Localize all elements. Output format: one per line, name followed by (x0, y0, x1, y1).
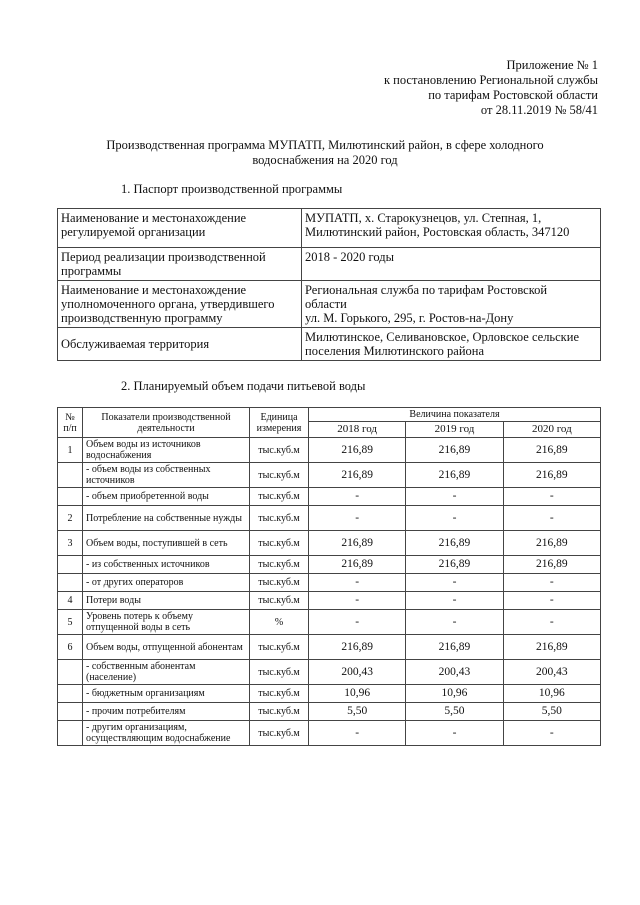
row-value: - (503, 574, 600, 592)
row-unit: тыс.куб.м (250, 531, 309, 556)
row-number: 1 (58, 438, 83, 463)
title-line: Производственная программа МУПАТП, Милютинский район, в сфере холодного (106, 138, 544, 152)
passport-value (302, 328, 601, 361)
table-row (58, 506, 601, 531)
passport-label-line: производственную программу (61, 311, 223, 325)
row-value: 216,89 (503, 463, 600, 488)
row-value: 216,89 (406, 463, 503, 488)
row-value: 216,89 (406, 438, 503, 463)
row-value: 216,89 (309, 556, 406, 574)
row-value: 5,50 (309, 703, 406, 721)
row-number (58, 488, 83, 506)
passport-value-line: Милютинский район, Ростовская область, 347120 (305, 225, 570, 239)
row-number (58, 721, 83, 746)
row-value: - (503, 721, 600, 746)
row-value: 216,89 (309, 463, 406, 488)
passport-row (58, 209, 601, 248)
header-unit: Единица измерения (250, 408, 309, 438)
header-num: № п/п (58, 408, 83, 438)
table-row (58, 574, 601, 592)
row-indicator: - из собственных источников (83, 556, 250, 574)
appendix-line: к постановлению Региональной службы (383, 73, 598, 87)
row-number: 2 (58, 506, 83, 531)
row-value: 216,89 (503, 556, 600, 574)
passport-label-line: регулируемой организации (61, 225, 206, 239)
row-indicator: Объем воды, поступившей в сеть (83, 531, 250, 556)
row-indicator: - объем воды из собственных источников (83, 463, 250, 488)
passport-row (58, 248, 601, 281)
row-number: 5 (58, 610, 83, 635)
appendix-line: от 28.11.2019 № 58/41 (480, 103, 598, 117)
row-number (58, 463, 83, 488)
row-number: 3 (58, 531, 83, 556)
header-indicator: Показатели производственной деятельности (83, 408, 250, 438)
row-value: - (309, 721, 406, 746)
row-value: 10,96 (309, 685, 406, 703)
table-row (58, 660, 601, 685)
passport-row (58, 281, 601, 328)
table-row (58, 592, 601, 610)
passport-value-line: Милютинское, Селивановское, Орловское сельские (305, 330, 579, 344)
row-value: - (503, 488, 600, 506)
row-number (58, 556, 83, 574)
passport-value-line: ул. М. Горького, 295, г. Ростов-на-Дону (305, 311, 514, 325)
passport-label (58, 281, 302, 328)
row-value: - (503, 592, 600, 610)
row-value: 216,89 (309, 438, 406, 463)
row-unit: тыс.куб.м (250, 574, 309, 592)
water-volume-table (57, 407, 601, 746)
passport-value-line: Региональная служба по тарифам Ростовской (305, 283, 548, 297)
row-value: - (406, 574, 503, 592)
table-row (58, 463, 601, 488)
passport-label (58, 209, 302, 248)
document-title (60, 138, 590, 168)
row-unit: тыс.куб.м (250, 463, 309, 488)
table-row (58, 703, 601, 721)
row-value: 216,89 (503, 531, 600, 556)
passport-row (58, 328, 601, 361)
table-row (58, 635, 601, 660)
header-year: 2018 год (309, 422, 406, 438)
row-value: 216,89 (503, 635, 600, 660)
row-unit: тыс.куб.м (250, 438, 309, 463)
row-unit: тыс.куб.м (250, 506, 309, 531)
header-year: 2020 год (503, 422, 600, 438)
passport-label (58, 328, 302, 361)
row-unit: % (250, 610, 309, 635)
row-value: 200,43 (503, 660, 600, 685)
row-indicator: - от других операторов (83, 574, 250, 592)
row-value: 216,89 (406, 531, 503, 556)
passport-value-line: поселения Милютинского района (305, 344, 484, 358)
section-1-title: 1. Паспорт производственной программы (121, 182, 343, 196)
passport-value-line: МУПАТП, х. Старокузнецов, ул. Степная, 1, (305, 211, 542, 225)
row-unit: тыс.куб.м (250, 660, 309, 685)
row-value: 5,50 (503, 703, 600, 721)
table-row (58, 610, 601, 635)
passport-value-line: области (305, 297, 347, 311)
row-value: 200,43 (309, 660, 406, 685)
passport-value (302, 281, 601, 328)
row-number (58, 574, 83, 592)
row-number (58, 703, 83, 721)
row-value: - (309, 592, 406, 610)
passport-label-line: Обслуживаемая территория (61, 337, 210, 351)
passport-value-line: 2018 - 2020 годы (305, 250, 395, 264)
passport-label-line: уполномоченного органа, утвердившего (61, 297, 275, 311)
table-row (58, 685, 601, 703)
row-value: 200,43 (406, 660, 503, 685)
row-value: - (503, 610, 600, 635)
row-value: 216,89 (406, 556, 503, 574)
table-row (58, 438, 601, 463)
row-value: - (406, 610, 503, 635)
row-value: - (503, 506, 600, 531)
row-value: - (406, 721, 503, 746)
row-value: 216,89 (309, 531, 406, 556)
appendix-note (384, 58, 598, 118)
section-2-title: 2. Планируемый объем подачи питьевой воды (121, 379, 366, 393)
table-row (58, 721, 601, 746)
row-value: - (309, 574, 406, 592)
header-year: 2019 год (406, 422, 503, 438)
row-number (58, 660, 83, 685)
row-indicator: Уровень потерь к объему отпущенной воды в сеть (83, 610, 250, 635)
passport-table (57, 208, 601, 361)
row-value: 10,96 (406, 685, 503, 703)
row-indicator: - объем приобретенной воды (83, 488, 250, 506)
header-value-group: Величина показателя (309, 408, 601, 422)
row-value: - (309, 488, 406, 506)
row-indicator: Потребление на собственные нужды (83, 506, 250, 531)
row-number (58, 685, 83, 703)
row-unit: тыс.куб.м (250, 592, 309, 610)
row-indicator: Объем воды из источников водоснабжения (83, 438, 250, 463)
row-unit: тыс.куб.м (250, 556, 309, 574)
appendix-line: по тарифам Ростовской области (428, 88, 598, 102)
row-value: - (406, 488, 503, 506)
row-indicator: - собственным абонентам (население) (83, 660, 250, 685)
passport-label-line: Наименование и местонахождение (61, 283, 247, 297)
title-line: водоснабжения на 2020 год (252, 153, 398, 167)
row-indicator: - бюджетным организациям (83, 685, 250, 703)
row-unit: тыс.куб.м (250, 488, 309, 506)
appendix-line: Приложение № 1 (506, 58, 598, 72)
row-unit: тыс.куб.м (250, 721, 309, 746)
row-indicator: Потери воды (83, 592, 250, 610)
row-value: - (406, 506, 503, 531)
row-unit: тыс.куб.м (250, 685, 309, 703)
table-row (58, 531, 601, 556)
row-value: - (309, 610, 406, 635)
passport-value (302, 248, 601, 281)
passport-label-line: Период реализации производственной (61, 250, 266, 264)
row-number: 6 (58, 635, 83, 660)
row-value: 216,89 (406, 635, 503, 660)
row-number: 4 (58, 592, 83, 610)
row-value: 216,89 (503, 438, 600, 463)
passport-value (302, 209, 601, 248)
table-row (58, 556, 601, 574)
row-indicator: - другим организациям, осуществляющим водоснабжение (83, 721, 250, 746)
passport-label (58, 248, 302, 281)
row-value: 5,50 (406, 703, 503, 721)
passport-label-line: программы (61, 264, 122, 278)
row-unit: тыс.куб.м (250, 635, 309, 660)
table-row (58, 488, 601, 506)
row-indicator: - прочим потребителям (83, 703, 250, 721)
row-value: 10,96 (503, 685, 600, 703)
row-value: 216,89 (309, 635, 406, 660)
row-value: - (406, 592, 503, 610)
row-value: - (309, 506, 406, 531)
passport-label-line: Наименование и местонахождение (61, 211, 247, 225)
row-unit: тыс.куб.м (250, 703, 309, 721)
row-indicator: Объем воды, отпущенной абонентам (83, 635, 250, 660)
